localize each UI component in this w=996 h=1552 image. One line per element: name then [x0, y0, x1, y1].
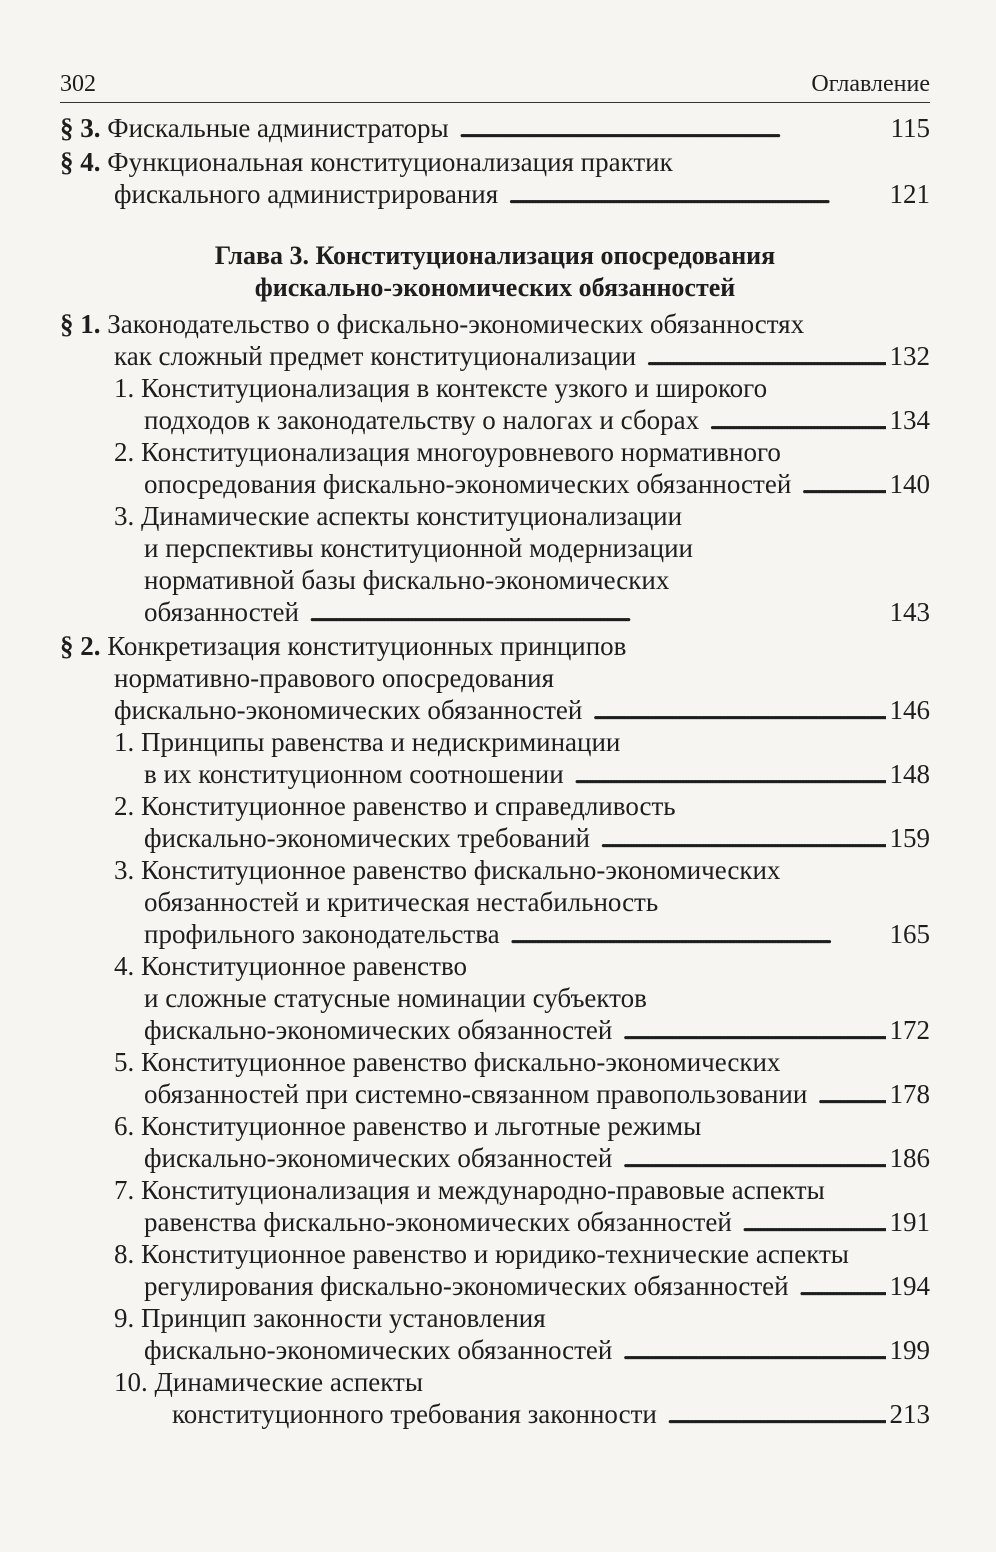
dot-leader [799, 1270, 886, 1302]
page-ref: 121 [889, 179, 930, 209]
section-number: § 1. [60, 309, 101, 339]
dot-leader [600, 822, 885, 854]
subentry-title-cont: регулирования фискально-экономических обязанностей [144, 1271, 789, 1301]
section-title-cont: нормативно-правового опосредования [114, 663, 555, 693]
subentry-title: 4. Конституционное равенство [114, 951, 468, 981]
toc-entry-line [60, 404, 930, 436]
page-ref: 143 [889, 597, 930, 627]
toc-subentry [60, 436, 930, 468]
subentry-title-cont: и перспективы конституционной модернизации [144, 533, 693, 563]
toc-entry-line [60, 340, 930, 372]
dot-leader [508, 178, 885, 210]
subentry-title-cont: профильного законодательства [144, 919, 500, 949]
toc-entry-line [60, 758, 930, 790]
dot-leader [510, 918, 886, 950]
dot-leader [574, 758, 886, 790]
toc-entry-line [60, 1078, 930, 1110]
section-number: § 2. [60, 631, 101, 661]
toc-entry-line [60, 1270, 930, 1302]
subentry-title-cont: опосредования фискально-экономических обязанностей [144, 469, 792, 499]
toc-entry-line [60, 1142, 930, 1174]
toc-entry-section-4 [60, 146, 930, 178]
subentry-title-cont: нормативной базы фискально-экономических [144, 565, 670, 595]
subentry-title-cont: подходов к законодательству о налогах и сборах [144, 405, 700, 435]
toc-entry-line [60, 662, 930, 694]
section-number: § 3. [60, 113, 101, 143]
toc-entry-line [60, 1206, 930, 1238]
page-ref: 140 [889, 469, 930, 499]
toc-entry-line [60, 822, 930, 854]
dot-leader [667, 1398, 886, 1430]
chapter-title-line2: фискально-экономических обязанностей [254, 273, 736, 302]
page-ref: 191 [889, 1207, 930, 1237]
toc-entry-line [60, 918, 930, 950]
subentry-title-cont: фискально-экономических обязанностей [144, 1143, 613, 1173]
page-ref: 165 [889, 919, 930, 949]
chapter-title-line1: Глава 3. Конституционализация опосредования [214, 241, 776, 270]
section-title-cont: как сложный предмет конституционализации [114, 341, 637, 371]
page-number: 302 [60, 71, 96, 97]
toc-entry-line [60, 982, 930, 1014]
subentry-title-cont: обязанностей [144, 597, 299, 627]
toc-entry-line [60, 564, 930, 596]
dot-leader [622, 1014, 885, 1046]
page-ref: 134 [889, 405, 930, 435]
subentry-title-cont: равенства фискально-экономических обязанностей [144, 1207, 732, 1237]
section-title: Функциональная конституционализация практик [107, 147, 673, 177]
section-title: Конкретизация конституционных принципов [107, 631, 627, 661]
toc-entry-section-2 [60, 630, 930, 662]
subentry-title: 3. Конституционное равенство фискально-экономических [114, 855, 781, 885]
page-ref: 199 [889, 1335, 930, 1365]
subentry-title-cont: фискально-экономических требований [144, 823, 591, 853]
toc-entry-line [60, 1334, 930, 1366]
subentry-title: 1. Принципы равенства и недискриминации [114, 727, 621, 757]
section-title-cont: фискального администрирования [114, 179, 499, 209]
page-ref: 186 [889, 1143, 930, 1173]
subentry-title-cont: в их конституционном соотношении [144, 759, 564, 789]
toc-entry-line [60, 596, 930, 628]
toc-subentry [60, 1174, 930, 1206]
toc-entry-line [60, 178, 930, 210]
subentry-title-cont: фискально-экономических обязанностей [144, 1015, 613, 1045]
toc-entry-section-1 [60, 308, 930, 340]
subentry-title: 8. Конституционное равенство и юридико-технические аспекты [114, 1239, 849, 1269]
page-ref: 159 [889, 823, 930, 853]
toc-subentry [60, 790, 930, 822]
dot-leader [592, 694, 885, 726]
dot-leader [709, 404, 885, 436]
dot-leader [622, 1334, 885, 1366]
subentry-title-cont: и сложные статусные номинации субъектов [144, 983, 647, 1013]
section-title: Фискальные администраторы [107, 113, 449, 143]
dot-leader [817, 1078, 885, 1110]
subentry-title-cont: фискально-экономических обязанностей [144, 1335, 613, 1365]
running-title: Оглавление [811, 71, 930, 97]
section-title-cont: фискально-экономических обязанностей [114, 695, 583, 725]
subentry-title: 7. Конституционализация и международно-правовые аспекты [114, 1175, 825, 1205]
dot-leader [742, 1206, 886, 1238]
page-ref: 132 [889, 341, 930, 371]
section-title: Законодательство о фискально-экономических обязанностях [107, 309, 805, 339]
toc-subentry [60, 950, 930, 982]
toc-entry-line [60, 886, 930, 918]
toc-subentry [60, 1110, 930, 1142]
page-ref: 194 [889, 1271, 930, 1301]
table-of-contents [60, 112, 930, 1430]
dot-leader [459, 112, 887, 144]
page-ref: 146 [889, 695, 930, 725]
toc-subentry [60, 500, 930, 532]
toc-subentry [60, 854, 930, 886]
dot-leader [801, 468, 885, 500]
toc-entry-line [60, 532, 930, 564]
toc-subentry [60, 1046, 930, 1078]
page-ref: 213 [889, 1399, 930, 1429]
subentry-title: 10. Динамические аспекты [114, 1367, 423, 1397]
subentry-title-cont: обязанностей при системно-связанном правопользовании [144, 1079, 808, 1109]
toc-subentry [60, 1238, 930, 1270]
subentry-title: 9. Принцип законности установления [114, 1303, 546, 1333]
toc-subentry [60, 1366, 930, 1398]
toc-subentry [60, 372, 930, 404]
dot-leader [646, 340, 885, 372]
toc-entry-line [60, 1014, 930, 1046]
subentry-title-cont: конституционного требования законности [172, 1399, 657, 1429]
subentry-title: 1. Конституционализация в контексте узкого и широкого [114, 373, 768, 403]
subentry-title-cont: обязанностей и критическая нестабильность [144, 887, 659, 917]
subentry-title: 5. Конституционное равенство фискально-экономических [114, 1047, 781, 1077]
toc-entry-line [60, 468, 930, 500]
page-ref: 115 [890, 113, 930, 143]
section-number: § 4. [60, 147, 101, 177]
chapter-heading [60, 240, 930, 304]
toc-entry-section-3 [60, 112, 930, 144]
page-ref: 178 [889, 1079, 930, 1109]
toc-entry-line [60, 1398, 930, 1430]
subentry-title: 2. Конституционное равенство и справедливость [114, 791, 676, 821]
dot-leader [622, 1142, 885, 1174]
page-ref: 172 [889, 1015, 930, 1045]
toc-entry-line [60, 694, 930, 726]
dot-leader [309, 596, 886, 628]
subentry-title: 2. Конституционализация многоуровневого нормативного [114, 437, 781, 467]
toc-subentry [60, 1302, 930, 1334]
running-header [60, 66, 930, 103]
page-ref: 148 [889, 759, 930, 789]
toc-subentry [60, 726, 930, 758]
subentry-title: 6. Конституционное равенство и льготные режимы [114, 1111, 702, 1141]
subentry-title: 3. Динамические аспекты конституционализации [114, 501, 683, 531]
